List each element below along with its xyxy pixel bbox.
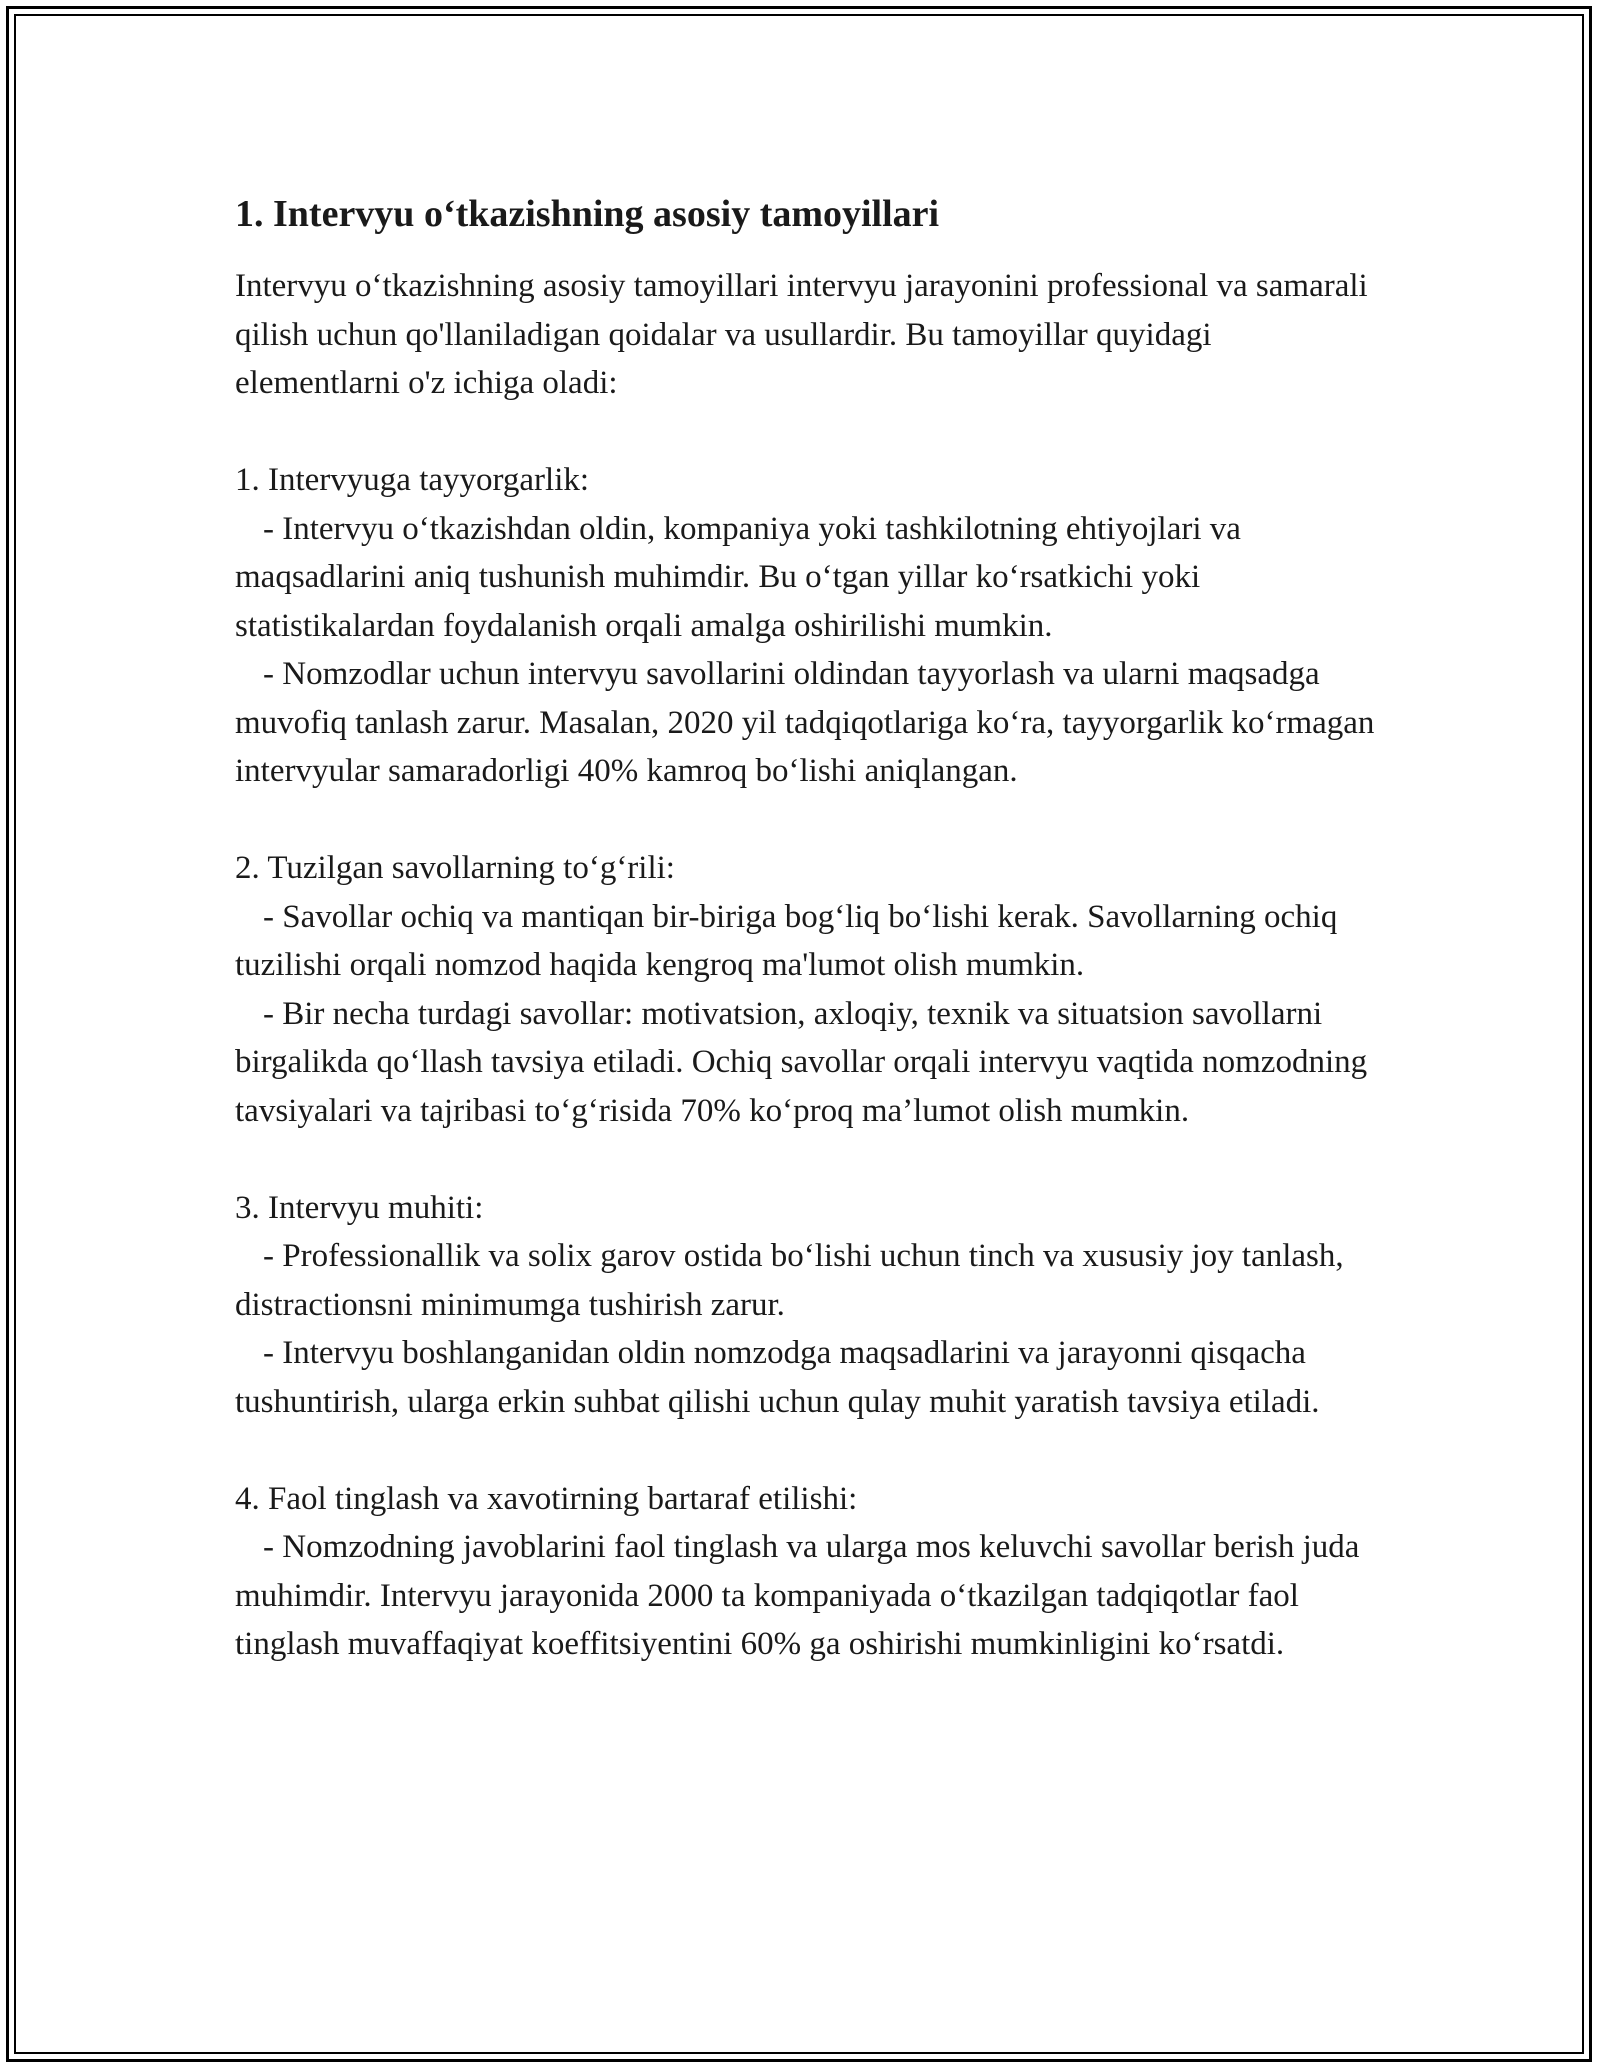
bullet-text: Savollar ochiq va mantiqan bir-biriga bog‘liq bo‘lishi kerak. Savollarning ochiq tuzilishi orqali nomzod haqida kengroq ma'lumot olish mumkin. <box>235 898 1338 983</box>
spacer <box>235 1426 1375 1475</box>
bullet-item <box>235 1523 1375 1669</box>
bullet-item <box>235 1329 1375 1426</box>
section-heading: 3. Intervyu muhiti: <box>235 1189 484 1226</box>
spacer <box>235 796 1375 845</box>
spacer <box>235 408 1375 457</box>
bullet-item <box>235 990 1375 1136</box>
bullet-text: Bir necha turdagi savollar: motivatsion, axloqiy, texnik va situatsion savollarni birgalikda qo‘llash tavsiya etiladi. Ochiq savollar orqali intervyu vaqtida nomzodning tavsiyalari va tajribasi to‘g‘risida 70% ko‘proq ma’lumot olish mumkin. <box>235 995 1368 1129</box>
document-body <box>235 188 1375 1669</box>
bullet-item <box>235 650 1375 796</box>
section-1 <box>235 456 1375 796</box>
bullet-text: Intervyu o‘tkazishdan oldin, kompaniya yoki tashkilotning ehtiyojlari va maqsadlarini aniq tushunish muhimdir. Bu o‘tgan yillar ko‘rsatkichi yoki statistikalardan foydalanish orqali amalga oshirilishi mumkin. <box>235 510 1241 644</box>
section-2 <box>235 844 1375 1135</box>
section-4 <box>235 1475 1375 1669</box>
bullet-text: Nomzodlar uchun intervyu savollarini oldindan tayyorlash va ularni maqsadga muvofiq tanlash zarur. Masalan, 2020 yil tadqiqotlariga ko‘ra, tayyorgarlik ko‘rmagan intervyular samaradorligi 40% kamroq bo‘lishi aniqlangan. <box>235 656 1375 789</box>
spacer <box>235 1135 1375 1184</box>
bullet-item <box>235 505 1375 651</box>
document-title: 1. Intervyu o‘tkazishning asosiy tamoyillari <box>235 193 940 235</box>
intro-paragraph: Intervyu o‘tkazishning asosiy tamoyillari intervyu jarayonini professional va samarali qilish uchun qo'llaniladigan qoidalar va usullardir. Bu tamoyillar quyidagi elementlarni o'z ichiga oladi: <box>235 268 1376 401</box>
bullet-text: Nomzodning javoblarini faol tinglash va ularga mos keluvchi savollar berish juda muhimdir. Intervyu jarayonida 2000 ta kompaniyada o‘tkazilgan tadqiqotlar faol tinglash muvaffaqiyat koeffitsiyentini 60% ga oshirishi mumkinligini ko‘rsatdi. <box>235 1529 1360 1662</box>
bullet-item <box>235 1232 1375 1329</box>
bullet-text: Professionallik va solix garov ostida bo‘lishi uchun tinch va xususiy joy tanlash, distractionsni minimumga tushirish zarur. <box>235 1238 1344 1323</box>
bullet-item <box>235 893 1375 990</box>
section-heading: 2. Tuzilgan savollarning to‘g‘rili: <box>235 850 675 886</box>
section-3 <box>235 1184 1375 1427</box>
section-heading: 1. Intervyuga tayyorgarlik: <box>235 462 590 498</box>
section-heading: 4. Faol tinglash va xavotirning bartaraf etilishi: <box>235 1480 858 1517</box>
bullet-text: Intervyu boshlanganidan oldin nomzodga maqsadlarini va jarayonni qisqacha tushuntirish, ularga erkin suhbat qilishi uchun qulay muhit yaratish tavsiya etiladi. <box>235 1335 1320 1420</box>
